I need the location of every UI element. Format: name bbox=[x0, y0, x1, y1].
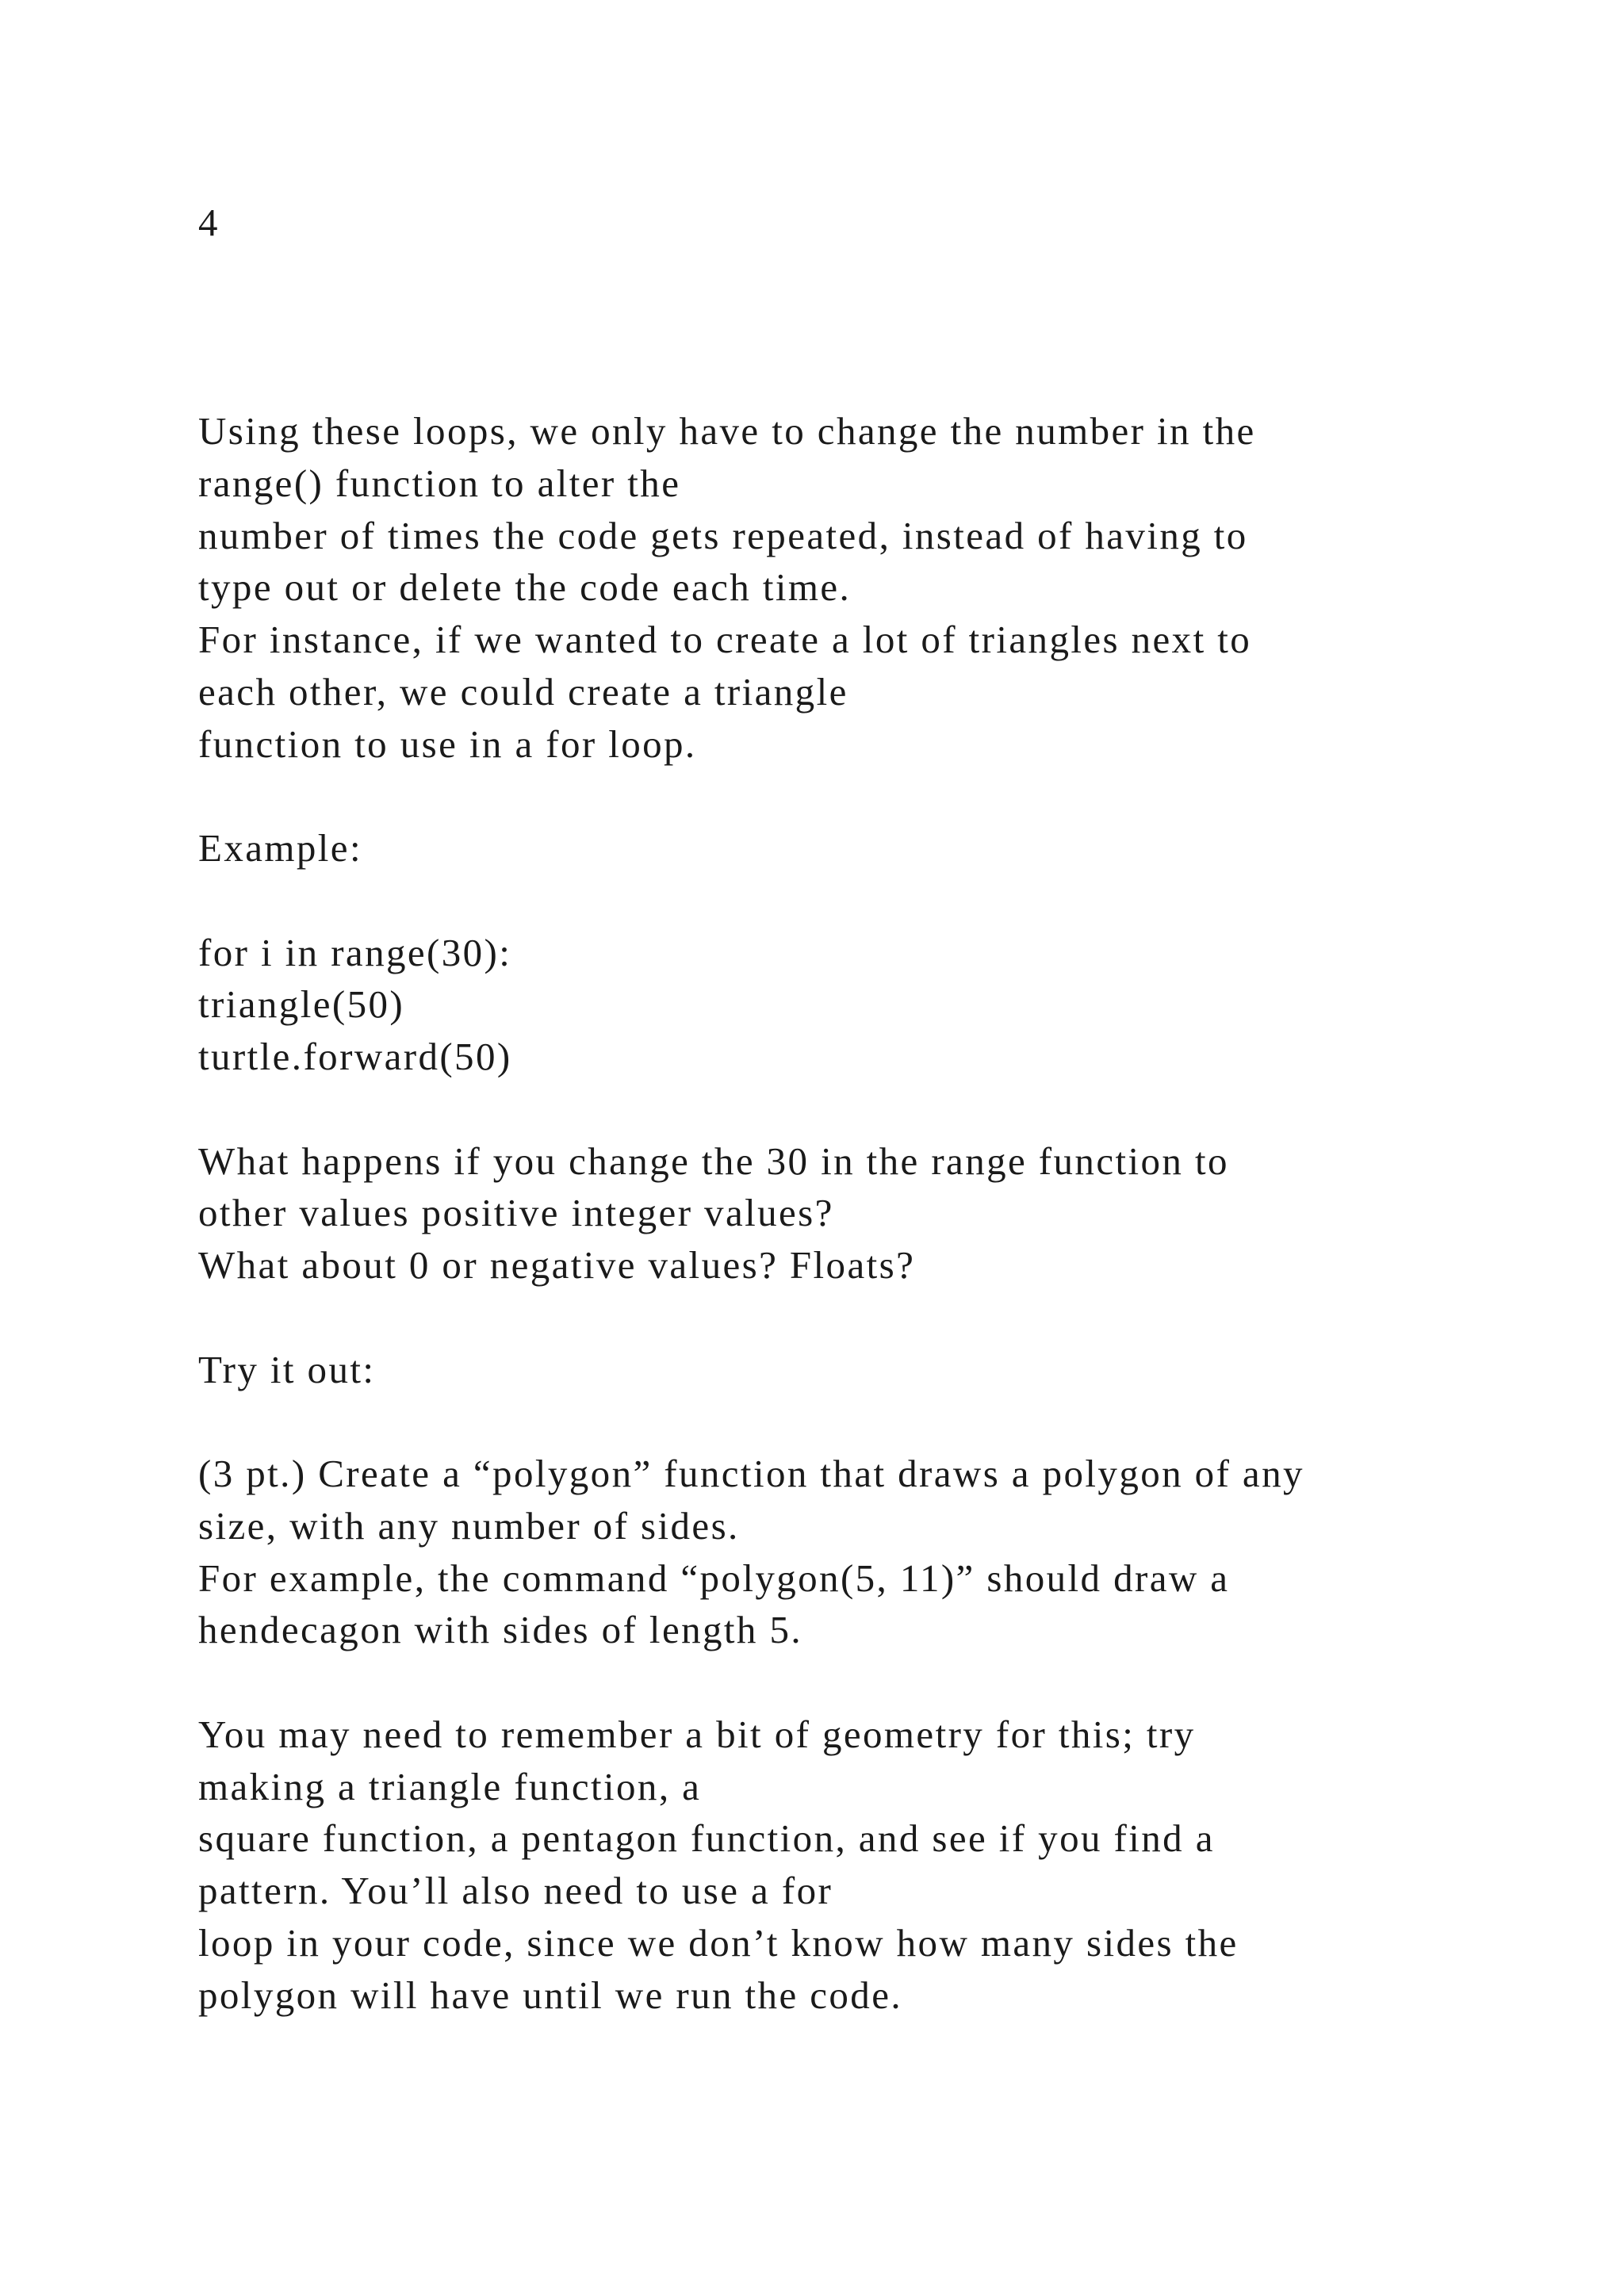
text-line: For instance, if we wanted to create a lot of triangles next to bbox=[198, 618, 1252, 661]
text-line: triangle(50) bbox=[198, 982, 405, 1027]
text-line: You may need to remember a bit of geometry for this; try bbox=[198, 1712, 1196, 1756]
text-line: type out or delete the code each time. bbox=[198, 565, 852, 610]
text-line: square function, a pentagon function, and see if you find a bbox=[198, 1816, 1215, 1861]
text-line: making a triangle function, a bbox=[198, 1764, 702, 1808]
text-line: hendecagon with sides of length 5. bbox=[198, 1608, 803, 1652]
text-line: Try it out: bbox=[198, 1347, 376, 1391]
blank-line bbox=[198, 1292, 1546, 1344]
blank-line bbox=[198, 874, 1546, 927]
text-line: size, with any number of sides. bbox=[198, 1503, 740, 1548]
text-line: function to use in a for loop. bbox=[198, 721, 697, 766]
blank-line bbox=[198, 1083, 1546, 1135]
text-line: For example, the command “polygon(5, 11)” should draw a bbox=[198, 1556, 1230, 1600]
page-number: 4 bbox=[198, 201, 218, 244]
text-line: What happens if you change the 30 in the range function to bbox=[198, 1138, 1229, 1183]
text-line: number of times the code gets repeated, instead of having to bbox=[198, 513, 1248, 557]
body-text bbox=[198, 405, 1546, 2021]
text-line: (3 pt.) Create a “polygon” function that draws a polygon of any bbox=[198, 1452, 1304, 1495]
blank-line bbox=[198, 1395, 1546, 1448]
blank-line bbox=[198, 770, 1546, 822]
text-line: other values positive integer values? bbox=[198, 1191, 834, 1235]
text-line: range() function to alter the bbox=[198, 461, 681, 505]
text-line: What about 0 or negative values? Floats? bbox=[198, 1243, 916, 1287]
text-line: polygon will have until we run the code. bbox=[198, 1973, 902, 2017]
text-line: Example: bbox=[198, 826, 362, 870]
text-line: each other, we could create a triangle bbox=[198, 669, 848, 714]
text-line: Using these loops, we only have to change the number in the bbox=[198, 409, 1256, 453]
text-line: for i in range(30): bbox=[198, 930, 512, 974]
text-line: turtle.forward(50) bbox=[198, 1035, 512, 1078]
text-line: loop in your code, since we don’t know how many sides the bbox=[198, 1920, 1239, 1965]
blank-line bbox=[198, 1656, 1546, 1709]
text-line: pattern. You’ll also need to use a for bbox=[198, 1869, 833, 1912]
